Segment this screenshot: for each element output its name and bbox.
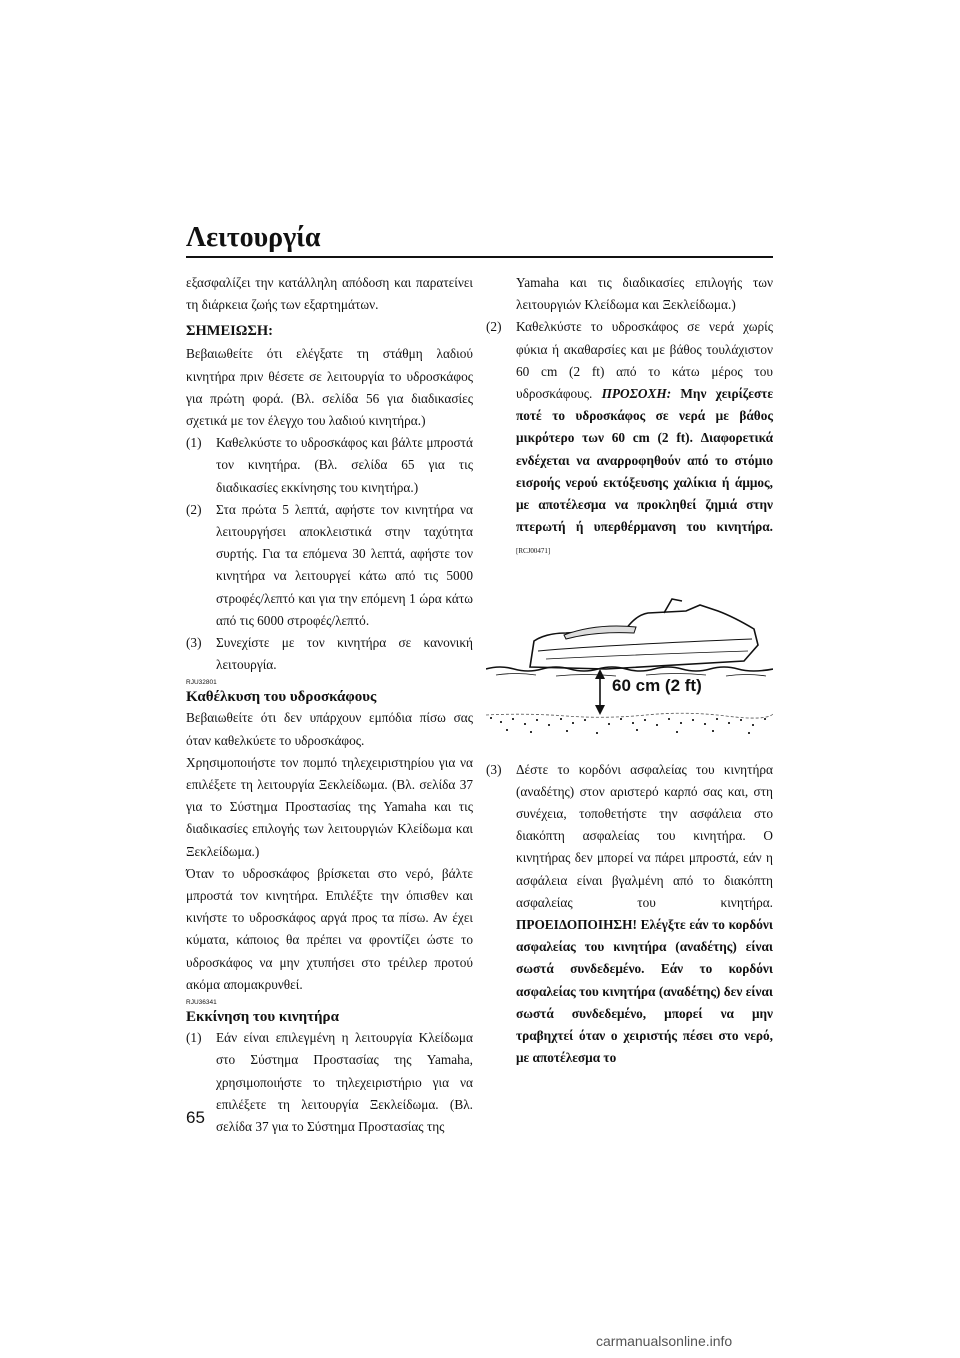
step-item xyxy=(186,632,473,676)
step-number: (1) xyxy=(186,1030,202,1046)
header-rule xyxy=(186,256,773,258)
step-text: Καθελκύστε το υδροσκάφος και βάλτε μπροστά τον κινητήρα. (Βλ. σελίδα 65 για τις διαδικασίες εκκίνησης του κινητήρα.) xyxy=(216,435,473,495)
step-text: Στα πρώτα 5 λεπτά, αφήστε τον κινητήρα να λειτουργήσει αποκλειστικά στην ταχύτητα συρτής. Για τα επόμενα 30 λεπτά, αφήστε τον κινητήρα να λειτουργεί κάτω από τις 5000 στροφές/λεπτό και για την επόμενη 1 ώρα κάτω από τις 6000 στροφές/λεπτό. xyxy=(216,501,473,628)
step-text: Εάν είναι επιλεγμένη η λειτουργία Κλείδωμα στο Σύστημα Προστασίας της Yamaha, χρησιμοποιήστε το τηλεχειριστήριο για να επιλέξετε τη λειτουργία Ξεκλείδωμα. (Βλ. σελίδα 37 για το Σύστημα Προστασίας της xyxy=(216,1030,473,1134)
caution-text: Μην χειρίζεστε ποτέ το υδροσκάφος σε νερά με βάθος μικρότερο των 60 cm (2 ft). Διαφορετικά ενδέχεται να αναρροφηθούν από το στόμιο εισροής νερού εκτόξευσης χαλίκια ή άμμος, με αποτέλεσμα να προκληθεί ζημιά στην πτερωτή ή υπερθέρμανση του κινητήρα. xyxy=(516,386,773,535)
section-title-launching: Καθέλκυση του υδροσκάφους xyxy=(186,689,377,706)
section-code: RJU32801 xyxy=(186,679,217,687)
caution-label: ΠΡΟΣΟΧΗ: xyxy=(601,386,672,402)
footer-watermark: carmanualsonline.info xyxy=(596,1333,733,1349)
step-item xyxy=(486,316,773,562)
section-code: RJU36341 xyxy=(186,999,217,1007)
watercraft-depth-figure xyxy=(486,589,773,737)
reference-code: [RCJ00471] xyxy=(516,547,551,556)
step-number: (3) xyxy=(486,761,502,777)
note-title: ΣΗΜΕΙΩΣΗ: xyxy=(186,323,273,340)
left-column xyxy=(186,272,473,1138)
right-column xyxy=(486,272,773,1069)
page-title: Λειτουργία xyxy=(186,222,321,253)
depth-label: 60 cm (2 ft) xyxy=(612,675,702,695)
step-item xyxy=(186,1027,473,1138)
step-number: (3) xyxy=(186,635,202,651)
note-text: Βεβαιωθείτε ότι ελέγξατε τη στάθμη λαδιού κινητήρα πριν θέσετε σε λειτουργία το υδροσκάφος για πρώτη φορά. (Βλ. σελίδα 56 για διαδικασίες σχετικά με τον έλεγχο του λαδιού κινητήρα.) xyxy=(186,346,473,429)
step-item xyxy=(186,432,473,499)
warning-text: ΠΡΟΕΙΔΟΠΟΙΗΣΗ! Ελέγξτε εάν το κορδόνι ασφαλείας του κινητήρα (αναδέτης) είναι σωστά συνδεδεμένο. Εάν το κορδόνι ασφαλείας του κινητήρα (αναδέτης) δεν είναι σωστά συνδεδεμένο, μπορεί να μην τραβηχτεί όταν ο χειριστής πέσει στο νερό, με αποτέλεσμα το xyxy=(516,917,773,1066)
step-text: Καθελκύστε το υδροσκάφος σε νερά χωρίς φύκια ή ακαθαρσίες και με βάθος τουλάχιστον 60 cm (2 ft) από το κάτω μέρος του υδροσκάφους. xyxy=(516,319,773,402)
section-paragraph: Χρησιμοποιήστε τον πομπό τηλεχειριστηρίου για να επιλέξετε τη λειτουργία Ξεκλείδωμα. (Βλ. σελίδα 37 για το Σύστημα Προστασίας της Yamaha και τις διαδικασίες επιλογής των λειτουργιών Κλείδωμα και Ξεκλείδωμα.) xyxy=(186,754,473,859)
section-title-engine-start: Εκκίνηση του κινητήρα xyxy=(186,1009,339,1026)
continued-text: Yamaha και τις διαδικασίες επιλογής των λειτουργιών Κλείδωμα και Ξεκλείδωμα.) xyxy=(516,275,773,313)
watercraft-illustration xyxy=(486,589,773,737)
step-number: (1) xyxy=(186,435,202,451)
page-number: 65 xyxy=(186,1108,205,1127)
step-item xyxy=(486,759,773,1070)
step-item xyxy=(186,499,473,632)
step-number: (2) xyxy=(186,501,202,517)
section-paragraph: Βεβαιωθείτε ότι δεν υπάρχουν εμπόδια πίσω σας όταν καθελκύετε το υδροσκάφος. xyxy=(186,710,473,748)
step-number: (2) xyxy=(486,319,502,335)
intro-paragraph: εξασφαλίζει την κατάλληλη απόδοση και παρατείνει τη διάρκεια ζωής των εξαρτημάτων. xyxy=(186,275,473,313)
step-text: Δέστε το κορδόνι ασφαλείας του κινητήρα (αναδέτης) στον αριστερό καρπό σας και, στη συνέχεια, τοποθετήστε την ασφάλεια στο διακόπτη ασφαλείας του κινητήρα. Ο κινητήρας δεν μπορεί να πάρει μπροστά, εάν η ασφάλεια είναι βγαλμένη από το διακόπτη ασφαλείας του κινητήρα. xyxy=(516,761,773,910)
section-paragraph: Όταν το υδροσκάφος βρίσκεται στο νερό, βάλτε μπροστά τον κινητήρα. Επιλέξτε την όπισθεν και κινήστε το υδροσκάφος αργά προς τα πίσω. Αν έχει κύματα, κάποιος θα πρέπει να φροντίζει ώστε το υδροσκάφος να μην χτυπήσει στο τρέιλερ προτού ακόμα απομακρυνθεί. xyxy=(186,865,473,992)
step-text: Συνεχίστε με τον κινητήρα σε κανονική λειτουργία. xyxy=(216,635,473,673)
